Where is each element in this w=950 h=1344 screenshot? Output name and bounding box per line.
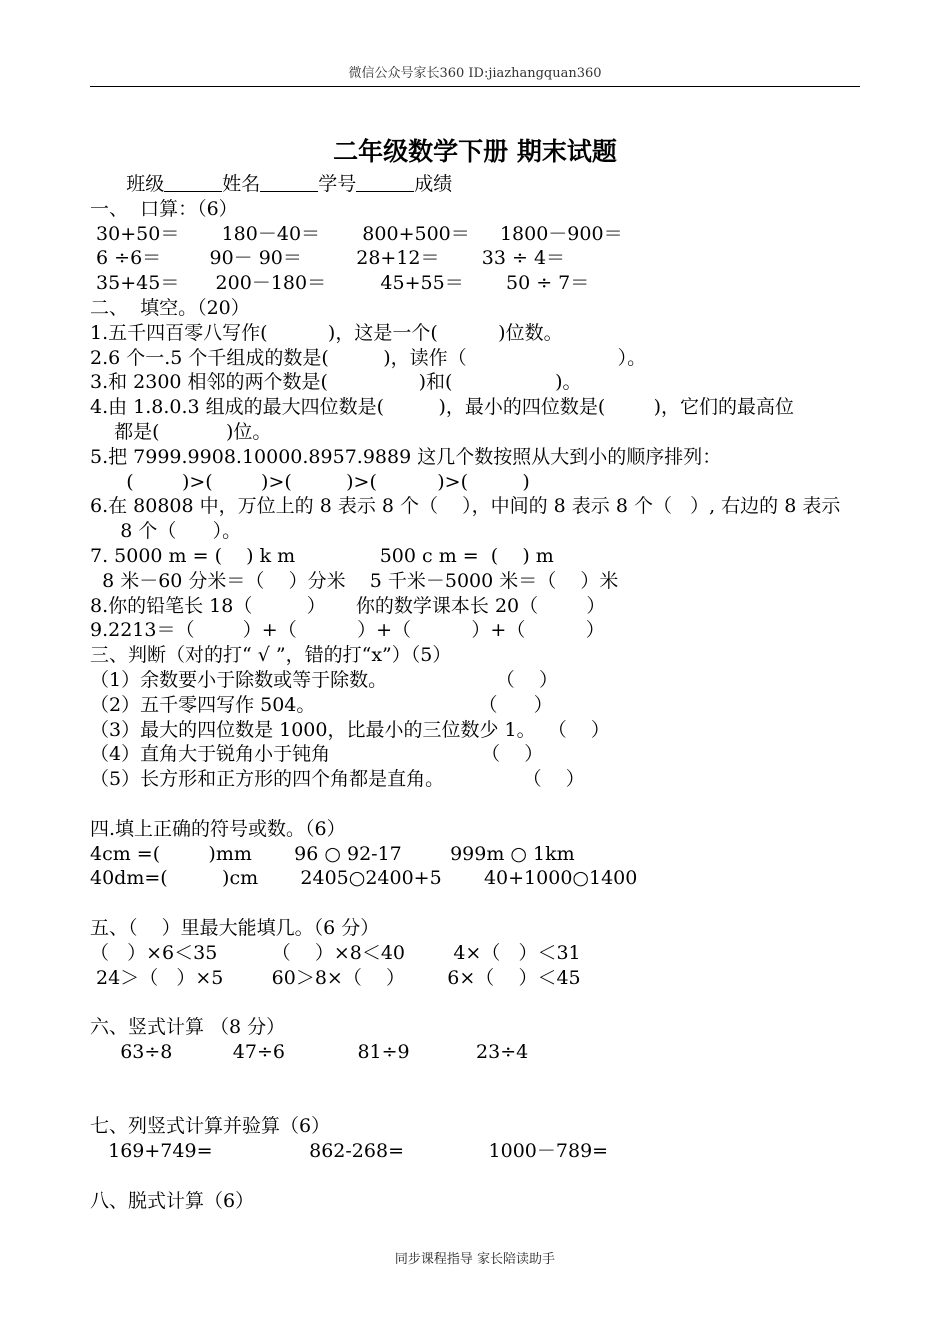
exam-line: 24＞（ ）×5 60＞8×（ ） 6×（ ）＜45 <box>90 966 581 989</box>
blank-line <box>90 990 870 1015</box>
exam-line: 二、 填空。（20） <box>90 296 250 319</box>
blank-line <box>90 891 870 916</box>
exam-line: 4.由 1.8.0.3 组成的最大四位数是( )，最小的四位数是( )，它们的最高位 <box>90 396 795 419</box>
page-footer: 同步课程指导 家长陪读助手 <box>394 1252 556 1267</box>
exam-line: （4）直角大于锐角小于钝角 （ ） <box>90 743 544 766</box>
blank-line <box>90 1065 870 1090</box>
exam-line: （3）最大的四位数是 1000，比最小的三位数少 1。 （ ） <box>90 718 610 741</box>
exam-lines <box>90 197 870 1214</box>
exam-line: （2）五千零四写作 504。 （ ） <box>90 693 553 716</box>
exam-line: 8 个（ ）。 <box>90 520 242 543</box>
exam-line: 八、脱式计算（6） <box>90 1189 255 1212</box>
exam-line: 6 ÷6＝ 90－ 90＝ 28+12＝ 33 ÷ 4＝ <box>90 247 566 270</box>
exam-line: 5.把 7999.9908.10000.8957.9889 这几个数按照从大到小的顺序排列： <box>90 445 722 468</box>
exam-line: 2.6 个一.5 个千组成的数是( )，读作（ ）。 <box>90 346 647 369</box>
exam-line: （5）长方形和正方形的四个角都是直角。 （ ） <box>90 768 585 791</box>
number-label: 学号 <box>318 173 357 195</box>
exam-title: 二年级数学下册 期末试题 <box>333 137 617 166</box>
exam-line: 三、判断（对的打“ √ ”，错的打“x”）（5） <box>90 644 452 667</box>
exam-line: 8.你的铅笔长 18（ ） 你的数学课本长 20（ ） <box>90 594 606 617</box>
exam-line: ( )>( )>( )>( )>( ) <box>90 470 530 493</box>
name-blank <box>260 173 318 192</box>
class-label: 班级 <box>126 173 165 195</box>
page-header: 微信公众号家长360 ID:jiazhangquan360 <box>90 60 860 87</box>
class-blank <box>164 173 222 192</box>
exam-line: 7. 5000 m = ( ) k m 500 c m = ( ) m <box>90 544 554 567</box>
exam-line: 169+749= 862-268= 1000－789= <box>90 1140 609 1163</box>
exam-line: 8 米－60 分米＝（ ）分米 5 千米－5000 米＝（ ）米 <box>90 569 619 592</box>
exam-line: 都是( )位。 <box>90 420 272 443</box>
exam-line: 3.和 2300 相邻的两个数是( )和( )。 <box>90 371 582 394</box>
exam-line: 35+45＝ 200－180＝ 45+55＝ 50 ÷ 7＝ <box>90 272 590 295</box>
exam-line: 4cm =( )mm 96 ○ 92-17 999m ○ 1km <box>90 842 575 865</box>
exam-line: 六、竖式计算 （8 分） <box>90 1016 286 1039</box>
exam-line: 30+50＝ 180－40＝ 800+500＝ 1800－900＝ <box>90 222 623 245</box>
exam-line: 四.填上正确的符号或数。（6） <box>90 817 346 840</box>
exam-line: （1）余数要小于除数或等于除数。 （ ） <box>90 668 558 691</box>
blank-line <box>90 1164 870 1189</box>
exam-line: 40dm=( )cm 2405○2400+5 40+1000○1400 <box>90 867 638 890</box>
exam-line: 七、列竖式计算并验算（6） <box>90 1115 331 1138</box>
blank-line <box>90 792 870 817</box>
exam-line: 6.在 80808 中，万位上的 8 表示 8 个（ ），中间的 8 表示 8 个（ ）, 右边的 8 表示 <box>90 495 841 518</box>
exam-line: 63÷8 47÷6 81÷9 23÷4 <box>90 1040 529 1063</box>
exam-line: 五、（ ）里最大能填几。（6 分） <box>90 916 380 939</box>
name-label: 姓名 <box>222 173 261 195</box>
student-info-line <box>90 172 870 197</box>
exam-line: 9.2213＝（ ）+（ ）+（ ）+（ ） <box>90 619 605 642</box>
exam-line: 一、 口算：（6） <box>90 197 238 220</box>
exam-line: （ ）×6＜35 （ ）×8＜40 4×（ ）＜31 <box>90 941 581 964</box>
blank-line <box>90 1089 870 1114</box>
number-blank <box>356 173 414 192</box>
score-label: 成绩 <box>414 173 453 195</box>
exam-content <box>90 172 870 1213</box>
exam-line: 1.五千四百零八写作( )，这是一个( )位数。 <box>90 321 563 344</box>
